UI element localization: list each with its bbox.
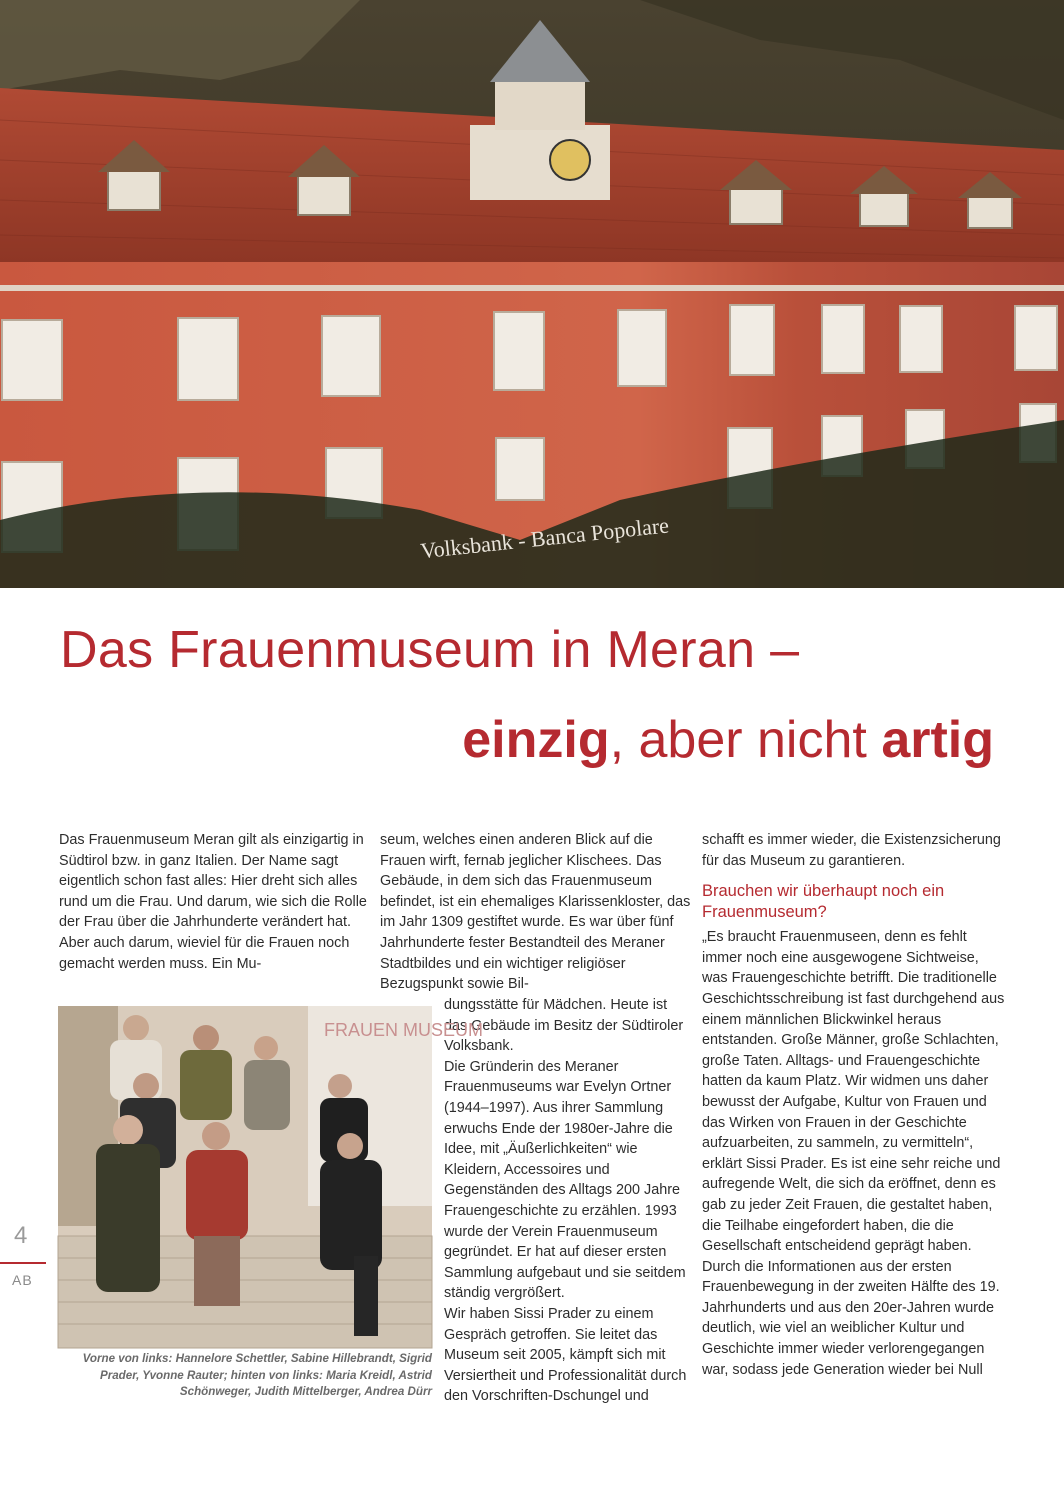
column-1-text: Das Frauenmuseum Meran gilt als einzigartig in Südtirol bzw. in ganz Italien. Der Name sagt eigentlich schon fast alles: Hier dreht sich alles rund um die Frau. Und darum, wie sich die Rolle der Frau über die Jahrhunderte verändert hat. Aber auch darum, wieviel für die Frauen noch gemacht werden muss. Ein Mu- xyxy=(59,832,367,972)
title-bold-einzig: einzig xyxy=(462,711,610,769)
column-2-top xyxy=(380,830,692,995)
column-2-paragraph-3: Wir haben Sissi Prader zu einem Gespräch getroffen. Sie leitet das Museum seit 2005, kämpft sich mit Versiertheit und Professionalität durch den Vorschriften-Dschungel und xyxy=(444,1305,687,1405)
photo-wall-sign: FRAUEN MUSEUM xyxy=(324,1020,484,1040)
column-1 xyxy=(59,830,370,974)
column-2-paragraph-1: dungsstätte für Mädchen. Heute ist das Gebäude im Besitz der Südtiroler Volksbank. xyxy=(444,997,684,1055)
column-2-top-text: seum, welches einen anderen Blick auf die Frauen wirft, fernab jeglicher Klischees. Das Gebäude, in dem sich das Frauenmuseum befindet, ist ein ehemaliges Klarissenkloster, das im Jahr 1309 gestiftet wurde. Es war über fünf Jahrhunderte fester Bestandteil des Meraner Stadtbildes und ein wichtiger religiöser Bezugspunkt sowie Bil- xyxy=(380,832,691,993)
column-3-paragraph-1: schafft es immer wieder, die Existenzsicherung für das Museum zu garantieren. xyxy=(702,832,1001,869)
title-middle: , aber nicht xyxy=(609,711,882,769)
column-2-paragraph-2: Die Gründerin des Meraner Frauenmuseums war Evelyn Ortner (1944–1997). Aus ihrer Sammlung erwuchs Ende der 1980er-Jahre die Idee, mit „Äußerlichkeiten“ wie Kleidern, Accessoires und Gegenständen des Alltags 200 Jahre Frauengeschichte zu erzählen. 1993 wurde der Verein Frauenmuseum gegründet. Er hat auf dieser ersten Sammlung aufgebaut und sie seitdem ständig vergrößert. xyxy=(444,1058,686,1302)
column-3-paragraph-2: „Es braucht Frauenmuseen, denn es fehlt immer noch eine ausgewogene Sichtweise, was Frauengeschichte betrifft. Die traditionelle Geschichtsschreibung ist fast durchgehend aus einem männlichen Blickwinkel heraus entstanden. Große Männer, große Schlachten, große Taten. Alltags- und Frauengeschichte hatten da kaum Platz. Wir widmen uns daher bewusst der Aufgabe, Kultur von Frauen und das Wirken von Frauen in der Geschichte aufzuarbeiten, zu sammeln, zu vermitteln“, erklärt Sissi Prader. Es ist eine sehr reiche und aufregende Welt, die sich da eröffnet, denn es gab zu jeder Zeit Frauen, die gestaltet haben, die Teilhabe eingefordert haben, die die Gesellschaft entscheidend geprägt haben. xyxy=(702,929,1005,1255)
magazine-logo: AB xyxy=(12,1272,33,1288)
column-2-lower xyxy=(444,995,692,1407)
column-3 xyxy=(702,830,1008,1380)
column-3-subheading: Brauchen wir überhaupt noch ein Frauenmuseum? xyxy=(702,882,945,922)
article-title-line2 xyxy=(462,710,994,770)
article-title-line1: Das Frauenmuseum in Meran – xyxy=(60,621,800,679)
page-marker-line xyxy=(0,1262,46,1264)
column-3-paragraph-3: Durch die Informationen aus der ersten Frauenbewegung in der zweiten Hälfte des 19. Jahrhunderts und aus den 20er-Jahren wurde deutlich, wie viel an weiblicher Kultur und Geschichte immer wieder verlorengegangen war, sodass jede Generation wieder bei Null xyxy=(702,1258,1000,1378)
title-bold-artig: artig xyxy=(881,711,994,769)
hero-sign-text: Volksbank - Banca Popolare xyxy=(419,512,671,564)
photo-caption: Vorne von links: Hannelore Schettler, Sabine Hillebrandt, Sigrid Prader, Yvonne Rauter; hinten von links: Maria Kreidl, Astrid Schönweger, Judith Mittelberger, Andrea Dürr xyxy=(82,1352,432,1398)
page-number: 4 xyxy=(14,1222,28,1249)
hero-photo xyxy=(0,0,1064,588)
group-photo xyxy=(58,1006,484,1348)
